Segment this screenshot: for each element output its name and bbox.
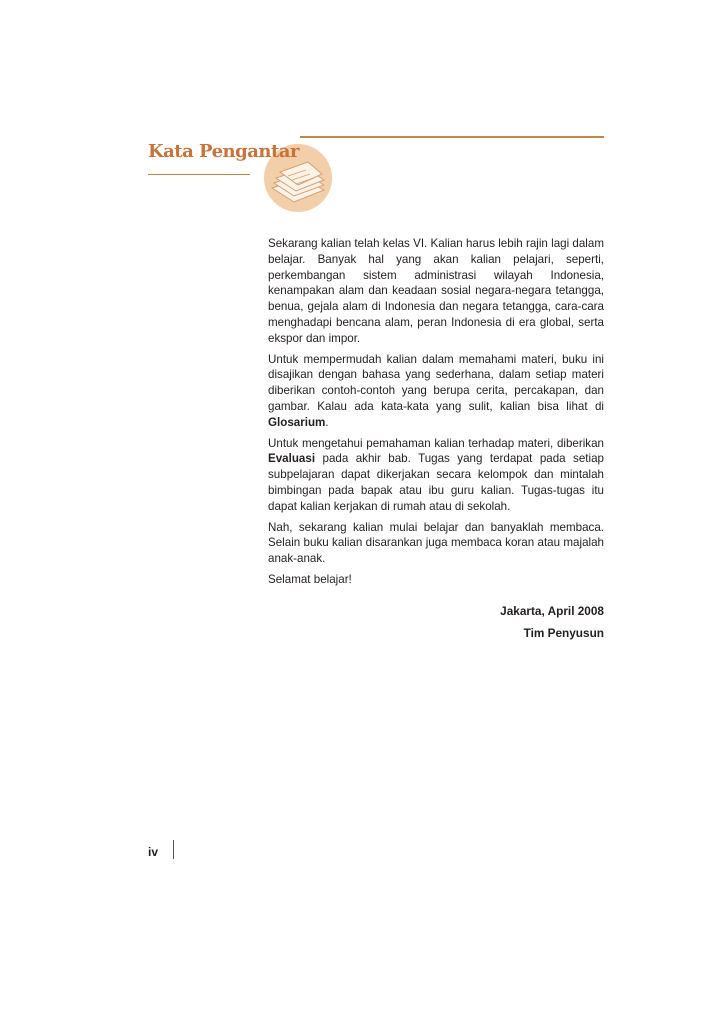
page-number: iv: [148, 845, 159, 859]
paragraph-encouragement: Nah, sekarang kalian mulai belajar dan banyaklah membaca. Selain buku kalian disarankan juga membaca koran atau majalah anak-anak.: [268, 520, 604, 566]
signature-place-date: Jakarta, April 2008: [500, 604, 604, 618]
paragraph-presentation-text: Untuk mempermudah kalian dalam memahami materi, buku ini disajikan dengan bahasa yang sederhana, dalam setiap materi diberikan contoh-contoh yang berupa cerita, percakapan, dan gambar. Kalau ada kata-kata yang sulit, kalian bisa lihat di: [268, 352, 604, 413]
preface-body: [268, 236, 604, 593]
header-top-rule: [300, 136, 604, 138]
page-number-divider: [173, 840, 174, 859]
paragraph-presentation-end: .: [325, 415, 329, 429]
glossary-term: Glosarium: [268, 415, 326, 429]
paragraph-presentation: [268, 352, 604, 431]
paragraph-evaluation-rest: pada akhir bab. Tugas yang terdapat pada setiap subpelajaran dapat dikerjakan secara kelompok dan mintalah bimbingan pada bapak atau ibu guru kalian. Tugas-tugas itu dapat kalian kerjakan di rumah atau di sekolah.: [268, 452, 604, 513]
paragraph-evaluation-text: Untuk mengetahui pemahaman kalian terhadap materi, diberikan: [268, 436, 604, 450]
signature-author: Tim Penyusun: [523, 626, 604, 640]
paragraph-evaluation: [268, 436, 604, 515]
paragraph-closing: Selamat belajar!: [268, 572, 352, 586]
signature-block: [500, 600, 604, 644]
evaluation-term: Evaluasi: [268, 452, 316, 466]
page-title: Kata Pengantar: [148, 141, 299, 162]
title-underline: [148, 174, 250, 175]
paragraph-intro: Sekarang kalian telah kelas VI. Kalian harus lebih rajin lagi dalam belajar. Banyak hal yang akan kalian pelajari, seperti, perkembangan sistem administrasi wilayah Indonesia, kenampakan alam dan keadaan sosial negara-negara tetangga, benua, gejala alam di Indonesia dan negara tetangga, cara-cara menghadapi bencana alam, peran Indonesia di era global, serta ekspor dan impor.: [268, 237, 604, 345]
